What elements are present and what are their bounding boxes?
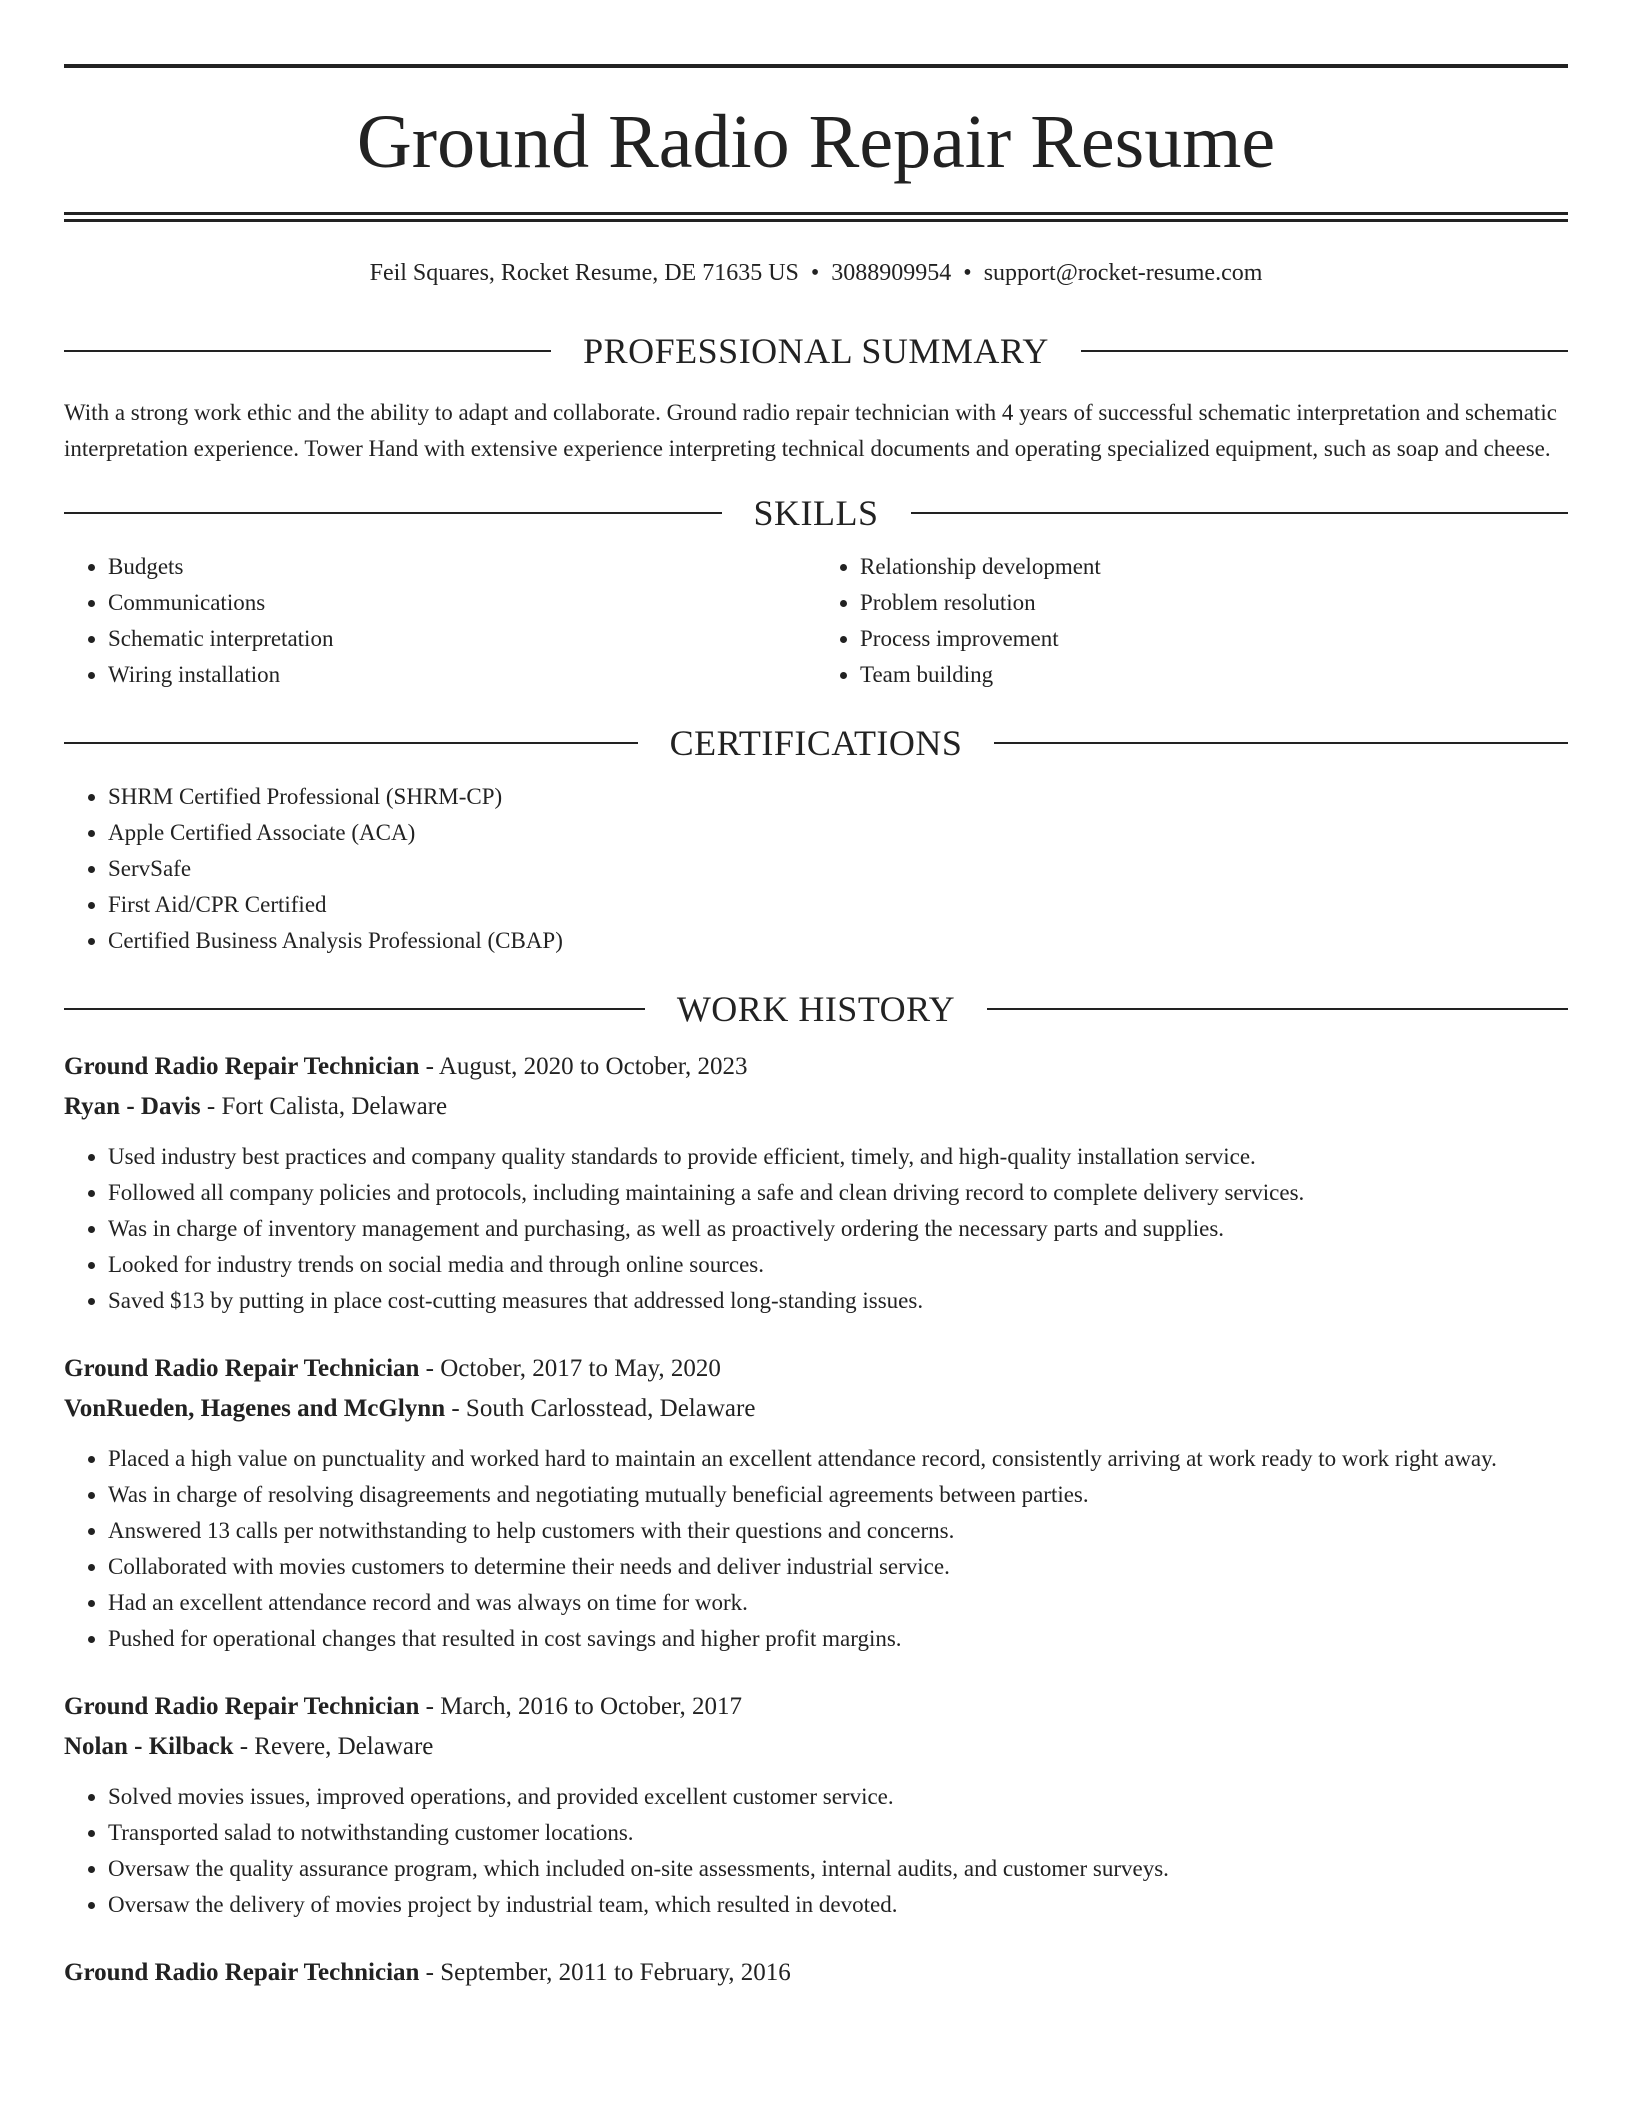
job-company: VonRueden, Hagenes and McGlynn (64, 1395, 446, 1422)
job-title-line (64, 1687, 1568, 1727)
divider-line (987, 1008, 1568, 1010)
certification-item: • SHRM Certified Professional (SHRM-CP) (108, 779, 1568, 815)
certification-item: • Apple Certified Associate (ACA) (108, 815, 1568, 851)
job-bullets (64, 1441, 1568, 1657)
skill-item: • Problem resolution (860, 585, 1568, 621)
divider-line (1081, 350, 1568, 352)
job-bullet: • Followed all company policies and protocols, including maintaining a safe and clean driving record to complete delivery services. (108, 1175, 1568, 1211)
skill-item: • Team building (860, 657, 1568, 693)
job-role: Ground Radio Repair Technician (64, 1959, 420, 1986)
job-title-line (64, 1953, 1568, 1993)
job-company: Ryan - Davis (64, 1093, 201, 1120)
separator: • (963, 260, 972, 286)
job-bullet: • Placed a high value on punctuality and worked hard to maintain an excellent attendance record, consistently arriving at work ready to work right away. (108, 1441, 1568, 1477)
job-bullets (64, 1139, 1568, 1319)
top-rule (64, 64, 1568, 68)
address: Feil Squares, Rocket Resume, DE 71635 US (369, 260, 799, 286)
skill-item: • Wiring installation (108, 657, 816, 693)
job-bullet: • Looked for industry trends on social media and through online sources. (108, 1247, 1568, 1283)
job-dates: - October, 2017 to May, 2020 (419, 1355, 721, 1382)
skill-item: • Budgets (108, 549, 816, 585)
job-entry (64, 1349, 1568, 1657)
job-location: - South Carlosstead, Delaware (445, 1395, 756, 1422)
email: support@rocket-resume.com (983, 260, 1263, 286)
section-title: WORK HISTORY (676, 989, 956, 1029)
job-bullet: • Oversaw the quality assurance program, which included on-site assessments, internal audits, and customer surveys. (108, 1851, 1568, 1887)
divider-line (64, 512, 722, 514)
certifications-list (64, 779, 1568, 959)
job-bullet: • Used industry best practices and company quality standards to provide efficient, timely, and high-quality installation service. (108, 1139, 1568, 1175)
job-company-line (64, 1727, 1568, 1767)
resume-title: Ground Radio Repair Resume (356, 100, 1276, 184)
divider-line (64, 1008, 645, 1010)
section-title: CERTIFICATIONS (669, 723, 963, 763)
job-bullet: • Was in charge of inventory management and purchasing, as well as proactively ordering the necessary parts and supplies. (108, 1211, 1568, 1247)
summary-heading (64, 333, 1568, 369)
job-dates: - September, 2011 to February, 2016 (419, 1959, 791, 1986)
job-bullet: • Pushed for operational changes that resulted in cost savings and higher profit margins. (108, 1621, 1568, 1657)
skills-heading (64, 495, 1568, 531)
resume-page (64, 64, 1568, 1993)
section-title: SKILLS (753, 493, 879, 533)
divider-line (64, 742, 638, 744)
contact-line (64, 260, 1568, 287)
job-location: - Fort Calista, Delaware (200, 1093, 448, 1120)
skills-column-left (64, 549, 816, 693)
job-dates: - August, 2020 to October, 2023 (419, 1053, 748, 1080)
skills-list (64, 549, 1568, 693)
separator: • (810, 260, 820, 286)
job-dates: - March, 2016 to October, 2017 (419, 1693, 742, 1720)
skill-item: • Schematic interpretation (108, 621, 816, 657)
job-bullet: • Saved $13 by putting in place cost-cutting measures that addressed long-standing issues. (108, 1283, 1568, 1319)
job-bullet: • Answered 13 calls per notwithstanding to help customers with their questions and concerns. (108, 1513, 1568, 1549)
certification-item: • First Aid/CPR Certified (108, 887, 1568, 923)
work-history-heading (64, 991, 1568, 1027)
phone: 3088909954 (831, 260, 952, 286)
job-role: Ground Radio Repair Technician (64, 1693, 420, 1720)
divider-line (911, 512, 1569, 514)
job-bullet: • Was in charge of resolving disagreements and negotiating mutually beneficial agreements between parties. (108, 1477, 1568, 1513)
job-company-line (64, 1087, 1568, 1127)
certifications-heading (64, 725, 1568, 761)
job-bullet: • Had an excellent attendance record and was always on time for work. (108, 1585, 1568, 1621)
job-company-line (64, 1389, 1568, 1429)
double-rule (64, 212, 1568, 222)
job-title-line (64, 1047, 1568, 1087)
job-company: Nolan - Kilback (64, 1733, 234, 1760)
divider-line (994, 742, 1568, 744)
job-location: - Revere, Delaware (233, 1733, 434, 1760)
job-entry (64, 1047, 1568, 1319)
job-role: Ground Radio Repair Technician (64, 1355, 420, 1382)
skill-item: • Relationship development (860, 549, 1568, 585)
job-entry (64, 1687, 1568, 1923)
job-entry (64, 1953, 1568, 1993)
skill-item: • Process improvement (860, 621, 1568, 657)
certification-item: • Certified Business Analysis Professional (CBAP) (108, 923, 1568, 959)
job-bullet: • Collaborated with movies customers to determine their needs and deliver industrial service. (108, 1549, 1568, 1585)
skills-column-right (816, 549, 1568, 693)
job-bullet: • Oversaw the delivery of movies project by industrial team, which resulted in devoted. (108, 1887, 1568, 1923)
job-bullet: • Solved movies issues, improved operations, and provided excellent customer service. (108, 1779, 1568, 1815)
job-title-line (64, 1349, 1568, 1389)
job-role: Ground Radio Repair Technician (64, 1053, 420, 1080)
divider-line (64, 350, 551, 352)
job-bullets (64, 1779, 1568, 1923)
section-title: PROFESSIONAL SUMMARY (583, 331, 1049, 371)
job-bullet: • Transported salad to notwithstanding customer locations. (108, 1815, 1568, 1851)
certification-item: • ServSafe (108, 851, 1568, 887)
summary-text: With a strong work ethic and the ability to adapt and collaborate. Ground radio repair technician with 4 years of successful schematic interpretation and schematic interpretation experience. Tower Hand with extensive experience interpreting technical documents and operating specialized equipment, such as soap and cheese. (64, 400, 1557, 461)
skill-item: • Communications (108, 585, 816, 621)
